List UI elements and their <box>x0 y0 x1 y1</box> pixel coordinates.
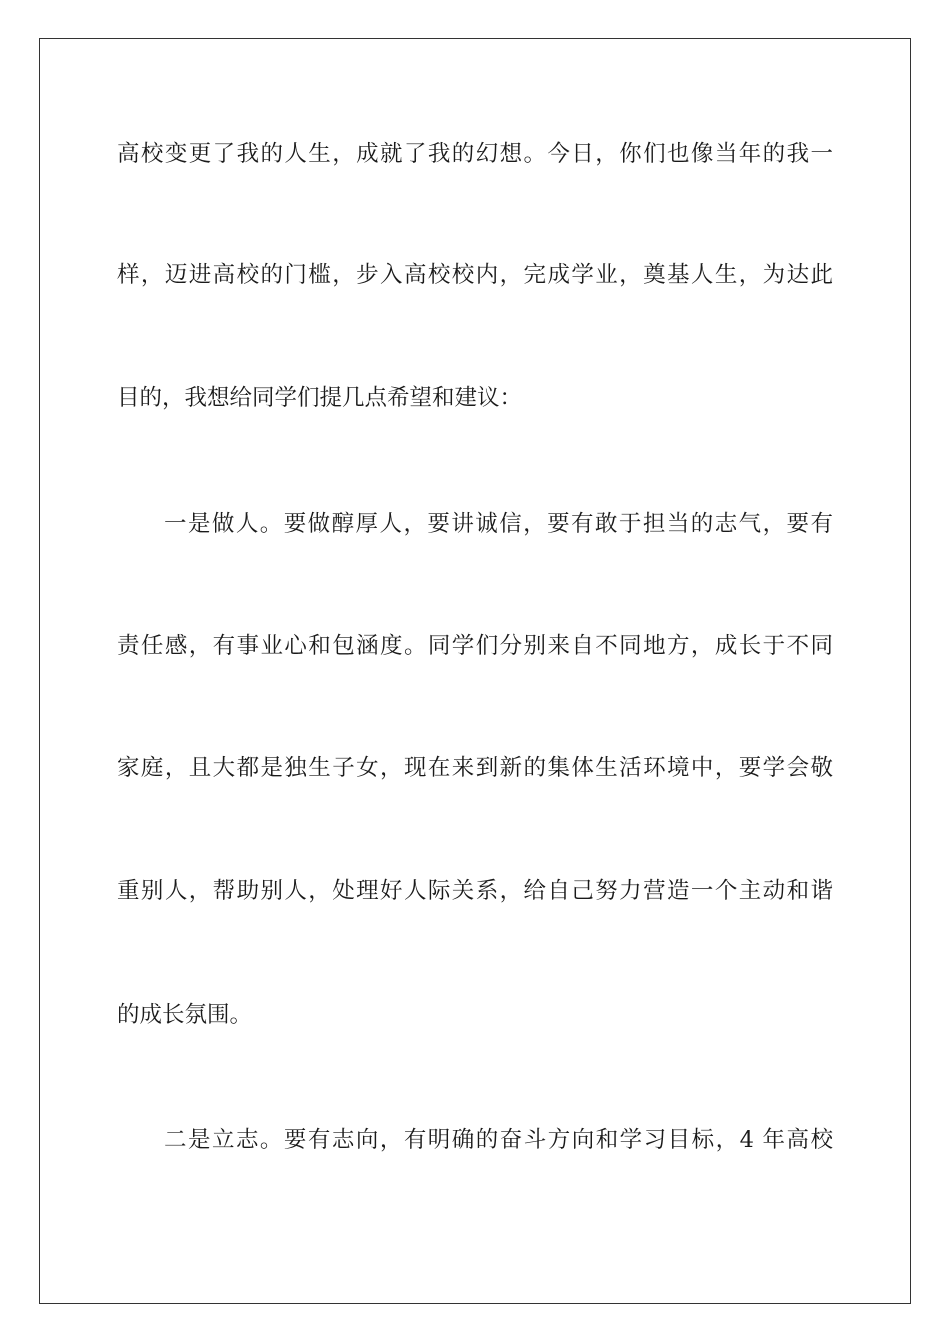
body-line-2: 样，迈进高校的门槛，步入高校校内，完成学业，奠基人生，为达此 <box>117 262 833 288</box>
body-line-3: 目的，我想给同学们提几点希望和建议： <box>117 385 523 411</box>
body-line-1: 高校变更了我的人生，成就了我的幻想。今日，你们也像当年的我一 <box>117 141 833 167</box>
body-line-6: 家庭，且大都是独生子女，现在来到新的集体生活环境中，要学会敬 <box>117 755 833 781</box>
body-line-7: 重别人，帮助别人，处理好人际关系，给自己努力营造一个主动和谐 <box>117 878 833 904</box>
body-line-4: 一是做人。要做醇厚人，要讲诚信，要有敢于担当的志气，要有 <box>164 511 833 537</box>
body-line-9: 二是立志。要有志向，有明确的奋斗方向和学习目标，4 年高校 <box>164 1127 833 1153</box>
page-border <box>39 38 911 1304</box>
body-line-8: 的成长氛围。 <box>117 1002 253 1028</box>
body-line-5: 责任感，有事业心和包涵度。同学们分别来自不同地方，成长于不同 <box>117 633 833 659</box>
